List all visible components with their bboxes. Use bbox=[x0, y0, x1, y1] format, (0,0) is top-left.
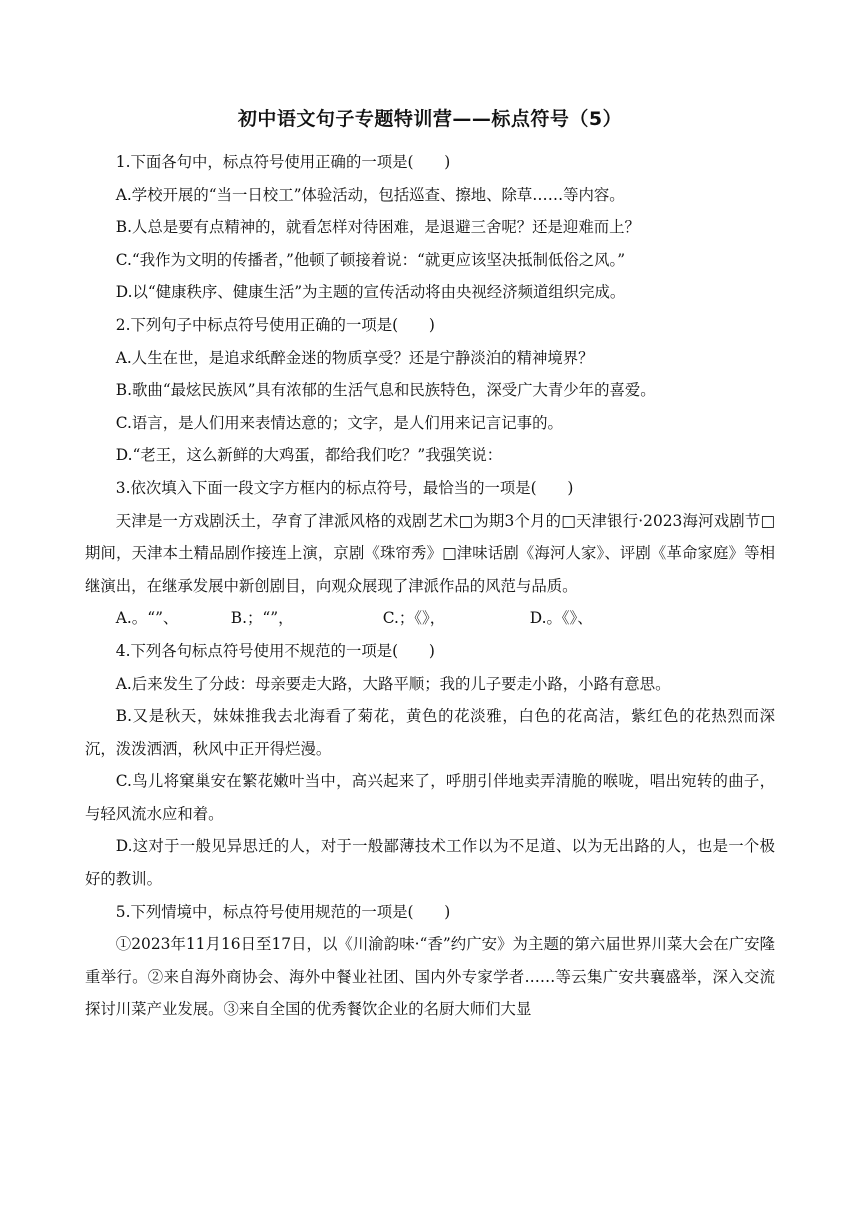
document-body bbox=[85, 146, 775, 1026]
question-3-options bbox=[85, 602, 775, 635]
question-1-option-b: B.人总是要有点精神的，就看怎样对待困难，是退避三舍呢？还是迎难而上？ bbox=[115, 218, 640, 237]
question-1-option-c: C.“我作为文明的传播者，”他顿了顿接着说：“就更应该坚决抵制低俗之风。” bbox=[115, 250, 626, 269]
question-4-option-c: C.鸟儿将窠巢安在繁花嫩叶当中，高兴起来了，呼朋引伴地卖弄清脆的喉咙，唱出宛转的曲子，与轻风流水应和着。 bbox=[85, 772, 775, 823]
question-2-option-a: A.人生在世，是追求纸醉金迷的物质享受？还是宁静淡泊的精神境界？ bbox=[115, 348, 594, 367]
question-3-option-a: A.。“”、 bbox=[115, 609, 179, 628]
question-3-stem: 3.依次填入下面一段文字方框内的标点符号，最恰当的一项是( ) bbox=[115, 478, 574, 497]
question-3-option-d: D.。《》、 bbox=[529, 609, 593, 628]
question-1-stem: 1.下面各句中，标点符号使用正确的一项是( ) bbox=[115, 153, 451, 171]
question-3-passage: 天津是一方戏剧沃土，孕育了津派风格的戏剧艺术□为期3个月的□天津银行·2023海河戏剧节□期间，天津本土精品剧作接连上演，京剧《珠帘秀》□津味话剧《海河人家》、评剧《革命家庭》等相继演出，在继承发展中新创剧目，向观众展现了津派作品的风范与品质。 bbox=[85, 511, 775, 595]
question-1-option-d: D.以“健康秩序、健康生活”为主题的宣传活动将由央视经济频道组织完成。 bbox=[115, 283, 626, 302]
question-1-option-a: A.学校开展的“当一日校工”体验活动，包括巡查、擦地、除草……等内容。 bbox=[115, 185, 625, 204]
question-2-option-c: C.语言，是人们用来表情达意的；文字，是人们用来记言记事的。 bbox=[115, 413, 563, 432]
question-5-passage: ①2023年11月16日至17日，以《川渝韵味·“香”约广安》为主题的第六届世界川菜大会在广安隆重举行。②来自海外商协会、海外中餐业社团、国内外专家学者……等云集广安共襄盛举，深入交流探讨川菜产业发展。③来自全国的优秀餐饮企业的名厨大师们大显 bbox=[85, 935, 775, 1019]
question-4-option-a: A.后来发生了分歧：母亲要走大路，大路平顺；我的儿子要走小路，小路有意思。 bbox=[115, 674, 671, 693]
page-title: 初中语文句子专题特训营——标点符号（5） bbox=[237, 108, 623, 130]
question-2-option-b: B.歌曲“最炫民族风”具有浓郁的生活气息和民族特色，深受广大青少年的喜爱。 bbox=[115, 381, 656, 400]
question-3-option-b: B.；“”， bbox=[230, 609, 294, 628]
question-2-option-d: D.“老王，这么新鲜的大鸡蛋，都给我们吃？”我强笑说： bbox=[115, 446, 503, 465]
question-4-option-d: D.这对于一般见异思迁的人，对于一般鄙薄技术工作以为不足道、以为无出路的人，也是一个极好的教训。 bbox=[85, 837, 775, 889]
question-3-option-c: C.；《》， bbox=[382, 609, 446, 628]
question-4-option-b: B.又是秋天，妹妹推我去北海看了菊花，黄色的花淡雅，白色的花高洁，紫红色的花热烈而深沉，泼泼洒洒，秋风中正开得烂漫。 bbox=[85, 707, 775, 758]
question-4-stem: 4.下列各句标点符号使用不规范的一项是( ) bbox=[115, 641, 435, 660]
question-2-stem: 2.下列句子中标点符号使用正确的一项是( ) bbox=[115, 315, 435, 334]
question-5-stem: 5.下列情境中，标点符号使用规范的一项是( ) bbox=[115, 902, 451, 921]
